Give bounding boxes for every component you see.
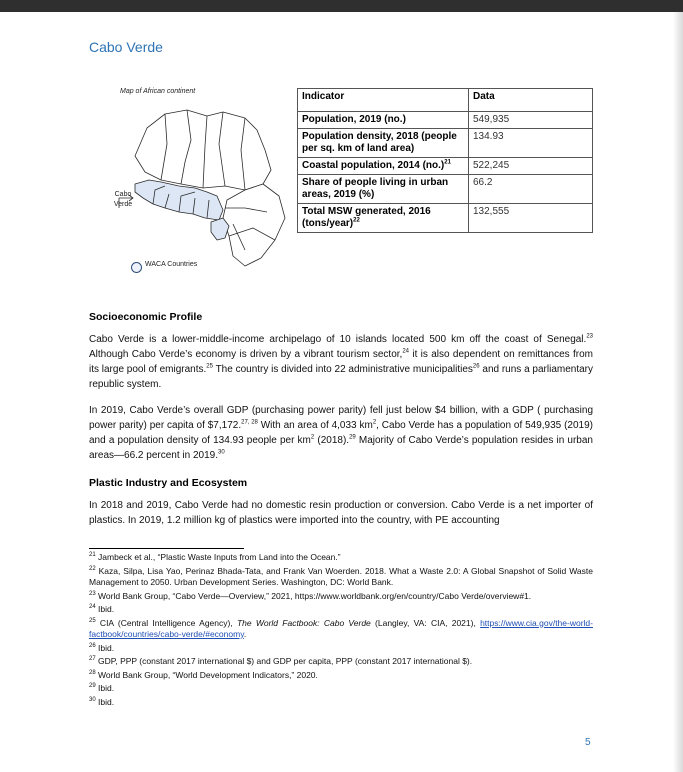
table-cell-indicator: Coastal population, 2014 $(no.)^{21}$ — [298, 158, 469, 175]
table-cell-value: 132,555 — [469, 204, 593, 233]
waca-legend-label: WACA Countries — [145, 261, 198, 268]
footnote: $^{23}$ World Bank Group, “Cabo Verde—Overview,” 2021, https://www.worldbank.org/en/country/Cabo Verde/overview#1. — [89, 590, 532, 601]
footnote-ref: 30 — [217, 449, 225, 456]
table-row — [298, 112, 593, 129]
footnote-ref: 23 — [586, 333, 593, 340]
footnote: $^{24}$ Ibid. — [89, 604, 115, 614]
footnote: $^{22}$ Kaza, Silpa, Lisa Yao, Perinaz Bhada-Tata, and Frank Van Woerden. 2018. What a Waste 2.0: A Global Snapshot of Solid Waste Management to 2050. Urban Development Series. Washington, DC: World Bank. — [89, 565, 593, 587]
footnote: $^{28}$ World Bank Group, “World Development Indicators,” 2020. — [89, 669, 318, 680]
waca-legend-marker — [131, 262, 142, 273]
map-outline-south — [223, 184, 285, 266]
footnotes — [89, 552, 593, 710]
africa-map-figure — [95, 100, 295, 270]
footnote-ref: 26 — [472, 363, 480, 370]
section-title-socioeconomic: Socioeconomic Profile — [89, 311, 203, 323]
footnote-ref: 21 — [444, 159, 451, 166]
table-header-indicator: Indicator — [298, 89, 469, 112]
footnote: $^{29}$ Ibid. — [89, 683, 115, 693]
footnote-ref: 24 — [402, 348, 410, 355]
table-header-data: Data — [469, 89, 593, 112]
table-cell-value: 134.93 — [469, 129, 593, 158]
footnote-ref: 25 — [206, 363, 213, 370]
cabo-verde-map-label: Cabo Verde — [113, 191, 133, 208]
page-edge-shadow — [673, 12, 683, 772]
footnote-ref: 22 — [353, 217, 360, 224]
table-cell-indicator: Total MSW generated, 2016 (tons/year)$^{22}$ — [298, 204, 469, 233]
table-row — [298, 129, 593, 158]
footnote: $^{27}$ GDP, PPP (constant 2017 international $) and GDP per capita, PPP (constant 2017 international $). — [89, 656, 473, 666]
table-cell-indicator: Population, 2019 (no.) — [298, 112, 469, 129]
paragraph-socioeconomic-1: Cabo Verde is a lower-middle-income archipelago of 10 islands located 500 km off the coast of Senegal.$^{23}$ Although Cabo Verde’s economy is driven by a vibrant tourism sector,$^{24}$ it is also dependent on remittances from its large pool of emigrants.$^{25}$ The country is divided into 22 administrative municipalities$^{26}$ and runs a parliamentary republic system. — [89, 333, 594, 390]
table-cell-value: 522,245 — [469, 158, 593, 175]
footnote: $^{21}$ Jambeck et al., “Plastic Waste Inputs from Land into the Ocean.” — [89, 552, 341, 562]
table-cell-indicator: Population density, 2018 (people per sq. km of land area) — [298, 129, 469, 158]
table-cell-value: 66.2 — [469, 175, 593, 204]
footnote: $^{25}$ CIA (Central Intelligence Agency), The World Factbook: Cabo Verde (Langley, VA: CIA, 2021), https://www.cia.gov/the-world-factbook/countries/cabo-verde/#economy. — [89, 617, 593, 639]
footnote-separator — [89, 548, 244, 549]
paragraph-plastic-1: In 2018 and 2019, Cabo Verde had no domestic resin production or conversion. Cabo Verde is a net importer of plastics. In 2019, 1.2 million kg of plastics were imported into the country, with PE accounting — [89, 500, 593, 526]
table-header-row — [298, 89, 593, 112]
page-heading: Cabo Verde — [89, 39, 163, 55]
page-number: 5 — [585, 737, 591, 748]
section-title-plastic: Plastic Industry and Ecosystem — [89, 477, 248, 489]
viewer-top-bar — [0, 0, 683, 12]
map-caption: Map of African continent — [120, 88, 196, 95]
table-row — [298, 158, 593, 175]
indicator-table — [297, 88, 593, 233]
table-row — [298, 175, 593, 204]
paragraph-socioeconomic-2: In 2019, Cabo Verde’s overall GDP (purchasing power parity) fell just below $4 billion, with a GDP ( purchasing power parity) per capita of $7,172.$^{27, 28}$ With an area of 4,033 $km^2$, Cabo Verde has a population of 549,935 (2019) and a population density of 134.93 people per $km^2$ (2018).$^{29}$ Majority of Cabo Verde’s population resides in urban areas—66.2 percent in 2019.30 — [89, 405, 593, 461]
footnote-ref: 27, 28 — [241, 419, 258, 426]
table-cell-indicator: Share of people living in urban areas, 2019 (%) — [298, 175, 469, 204]
cia-factbook-link[interactable]: https://www.cia.gov/the-world-factbook/countries/cabo-verde/#economy — [89, 617, 593, 639]
footnote: $^{30}$ Ibid. — [89, 696, 115, 707]
footnote-ref: 29 — [349, 434, 356, 441]
superscript: 2 — [310, 434, 315, 441]
table-row — [298, 204, 593, 233]
table-cell-value: 549,935 — [469, 112, 593, 129]
superscript: 2 — [372, 419, 377, 426]
footnote: $^{26}$ Ibid. — [89, 642, 115, 653]
map-outline-north — [135, 110, 271, 190]
